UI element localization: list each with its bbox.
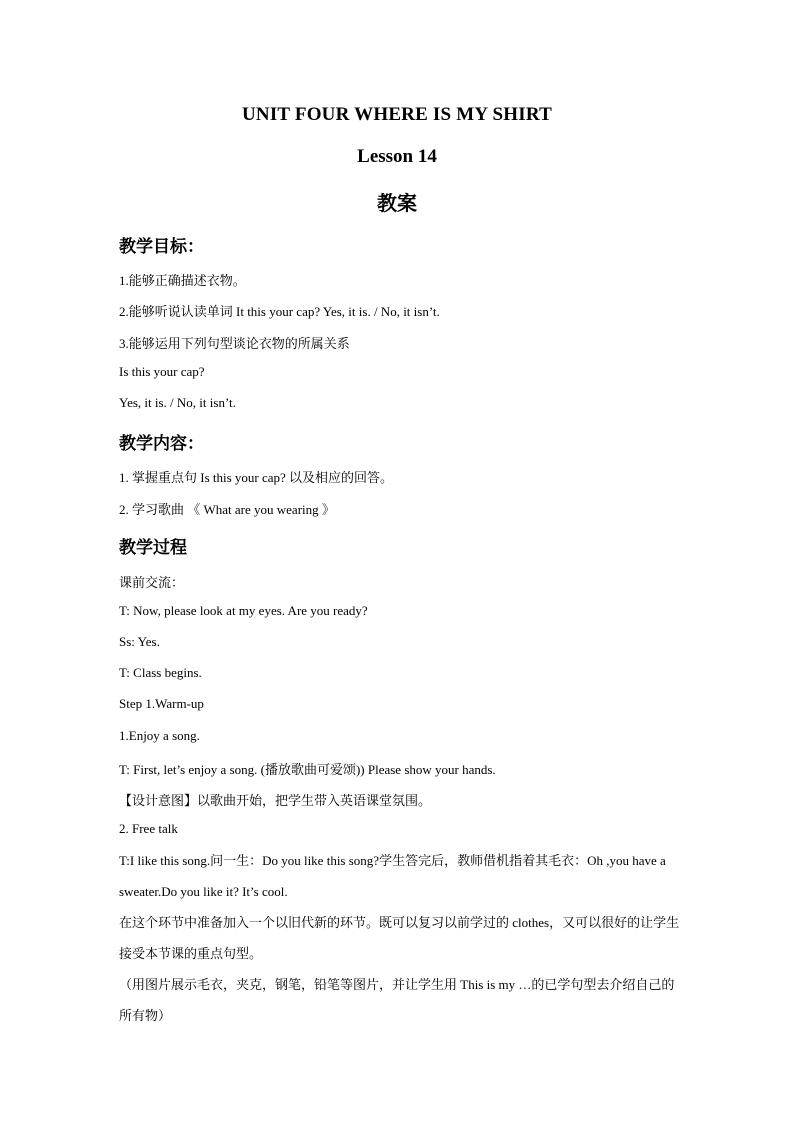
content-line: 2. 学习歌曲 《 What are you wearing 》 (119, 502, 335, 517)
objective-line: Yes, it is. / No, it isn’t. (119, 395, 236, 410)
content-line: 1. 掌握重点句 Is this your cap? 以及相应的回答。 (119, 470, 394, 485)
lesson-title: Lesson 14 (357, 146, 437, 167)
objective-line: 2.能够听说认读单词 It this your cap? Yes, it is. / No, it isn’t. (119, 304, 440, 319)
process-line: T: First, let’s enjoy a song. (播放歌曲可爱颂)) Please show your hands. (119, 762, 496, 777)
process-line: 1.Enjoy a song. (119, 728, 200, 743)
objective-line: 1.能够正确描述衣物。 (119, 273, 246, 288)
process-line: 2. Free talk (119, 821, 178, 836)
design-intent-line: 【设计意图】以歌曲开始，把学生带入英语课堂氛围。 (119, 793, 432, 808)
unit-title: UNIT FOUR WHERE IS MY SHIRT (241, 104, 553, 125)
content-heading: 教学内容： (119, 434, 204, 453)
free-talk-paragraph: T:I like this song.问一生：Do you like this song?学生答完后，教师借机指着其毛衣：Oh ,you have a sweater.Do you like it? It’s cool. (119, 853, 666, 899)
doc-type-title: 教案 (377, 193, 417, 215)
picture-activity-paragraph: （用图片展示毛衣，夹克，钢笔，铅笔等图片，并让学生用 This is my …的已学句型去介绍自己的所有物） (119, 977, 675, 1023)
process-line: T: Now, please look at my eyes. Are you ready? (119, 603, 368, 618)
objectives-heading: 教学目标： (119, 237, 204, 256)
objective-line: Is this your cap? (119, 364, 205, 379)
process-line: Step 1.Warm-up (119, 696, 204, 711)
process-line: 课前交流： (119, 575, 185, 590)
objective-line: 3.能够运用下列句型谈论衣物的所属关系 (119, 336, 350, 351)
process-line: Ss: Yes. (119, 634, 160, 649)
process-line: T: Class begins. (119, 665, 202, 680)
review-paragraph: 在这个环节中准备加入一个以旧代新的环节。既可以复习以前学过的 clothes，又可以很好的让学生接受本节课的重点句型。 (119, 915, 680, 961)
process-heading: 教学过程 (119, 538, 187, 557)
